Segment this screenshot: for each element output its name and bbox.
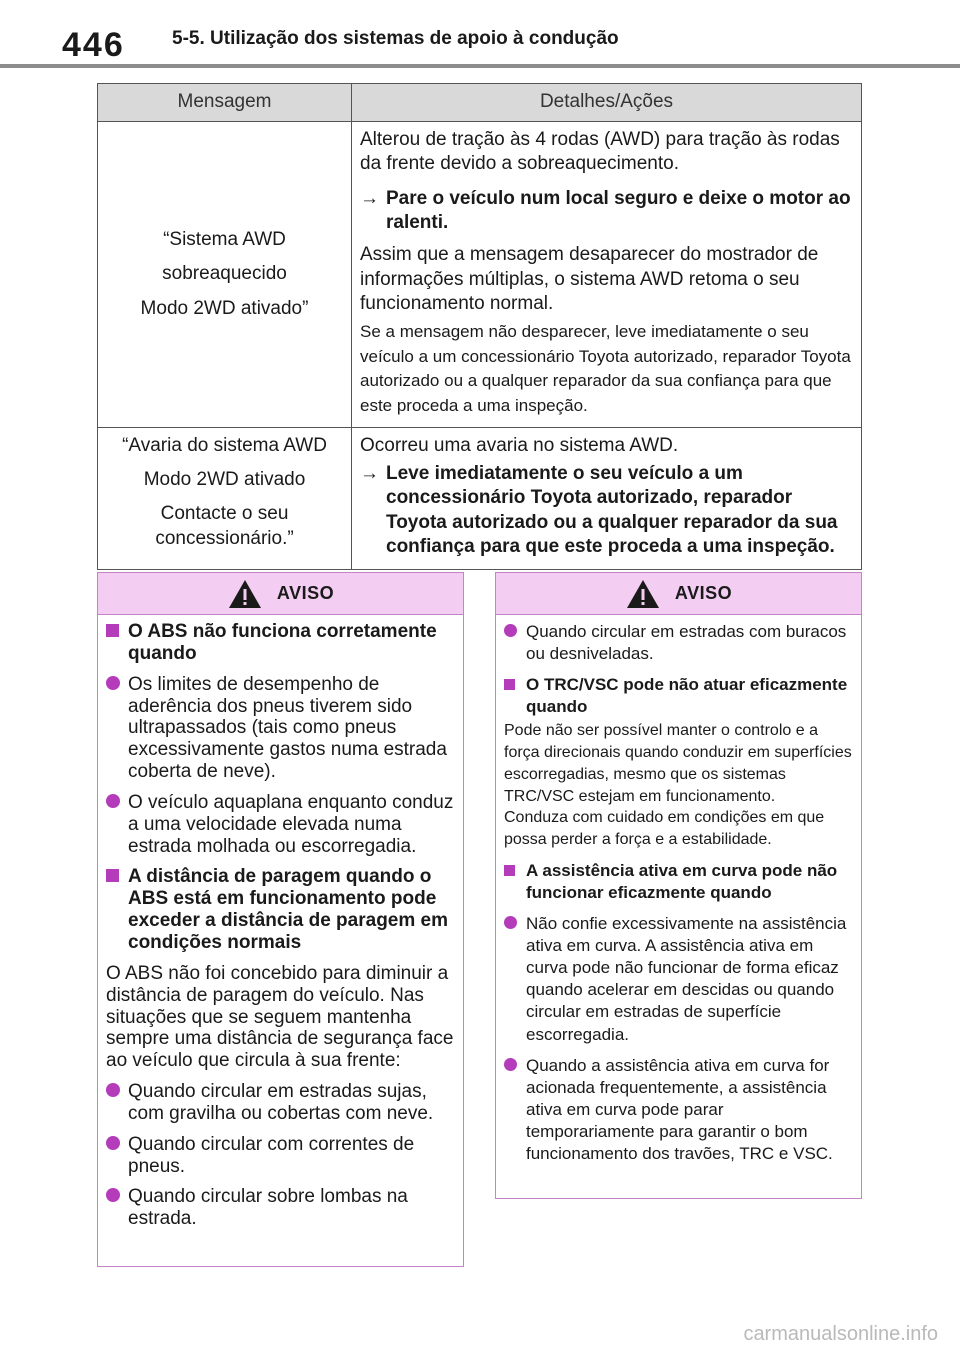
list-item-text: Os limites de desempenho de aderência dos pneus tiverem sido ultrapassados (tais como pneus excessivamente gastos numa estrada coberta de neve). (128, 673, 447, 783)
list-item (106, 674, 455, 783)
warning-paragraph: O ABS não foi concebido para diminuir a distância de paragem do veículo. Nas situações que se seguem mantenha sempre uma distância de segurança face ao veículo que circula à sua frente: (106, 962, 454, 1072)
details-cell (352, 427, 862, 570)
warning-title: AVISO (276, 583, 335, 603)
table-row (98, 122, 862, 428)
warning-heading (504, 860, 853, 904)
message-line: Modo 2WD ativado” (140, 297, 309, 319)
list-item-text: Não confie excessivamente na assistência ativa em curva. A assistência ativa em curva pode não funcionar de forma eficaz quando acelerar em descidas ou quando circular em estradas de superfície escorregadia. (526, 914, 847, 1044)
circle-bullet-icon (504, 624, 517, 637)
list-item (504, 621, 853, 665)
square-bullet-icon (504, 679, 515, 690)
warning-box-right (495, 572, 862, 1199)
details-text: Alterou de tração às 4 rodas (AWD) para tração às rodas da frente devido a sobreaquecimento. (360, 129, 840, 175)
list-item-text: Quando circular em estradas sujas, com gravilha ou cobertas com neve. (128, 1081, 434, 1124)
list-item-text: Quando circular com correntes de pneus. (128, 1133, 415, 1177)
circle-bullet-icon (106, 1083, 120, 1097)
details-followup: Assim que a mensagem desaparecer do mostrador de informações múltiplas, o sistema AWD retoma o seu funcionamento normal. (360, 244, 819, 314)
circle-bullet-icon (504, 1058, 517, 1071)
warning-paragraph: Conduza com cuidado em condições em que possa perder a força e a estabilidade. (504, 809, 825, 849)
list-item (106, 1134, 455, 1178)
list-item-text: Quando circular sobre lombas na estrada. (128, 1186, 408, 1230)
message-cell (98, 122, 352, 428)
list-item (106, 1081, 455, 1125)
circle-bullet-icon (106, 1136, 120, 1150)
list-item-text: O veículo aquaplana enquanto conduz a uma velocidade elevada numa estrada molhada ou escorregadia. (128, 791, 454, 857)
list-item-text: Quando circular em estradas com buracos ou desniveladas. (526, 622, 847, 664)
warning-heading (504, 674, 853, 718)
circle-bullet-icon (106, 794, 120, 808)
table-header-row (98, 84, 862, 122)
warning-paragraph: Pode não ser possível manter o controlo e a força direcionais quando conduzir em superfícies escorregadias, mesmo que os sistemas TRC/VSC estejam em funcionamento. (504, 722, 852, 805)
message-table (97, 83, 862, 570)
details-note: Se a mensagem não desparecer, leve imediatamente o seu veículo a um concessionário Toyota autorizado, reparador Toyota autorizado ou a qualquer reparador da sua confiança para que este proceda a uma inspeção. (360, 322, 851, 416)
header-rule (0, 64, 960, 68)
message-line: “Avaria do sistema AWD (122, 434, 327, 456)
warning-heading (106, 866, 455, 953)
heading-text: O ABS não funciona corretamente quando (128, 621, 437, 664)
section-title: 5-5. Utilização dos sistemas de apoio à condução (172, 28, 619, 49)
list-item (504, 913, 853, 1046)
warning-header (98, 573, 463, 615)
page-header (0, 0, 960, 70)
heading-text: A distância de paragem quando o ABS está em funcionamento pode exceder a distância de paragem em condições normais (128, 866, 448, 953)
column-header-message: Mensagem (98, 84, 352, 122)
square-bullet-icon (106, 624, 119, 637)
circle-bullet-icon (504, 916, 517, 929)
list-item (106, 792, 455, 858)
warning-triangle-icon (625, 578, 661, 610)
action-item (360, 462, 855, 559)
list-item-text: Quando a assistência ativa em curva for acionada frequentemente, a assistência ativa em curva pode parar temporariamente para garantir o bom funcionamento dos travões, TRC e VSC. (526, 1055, 833, 1163)
warning-triangle-icon (227, 578, 263, 610)
circle-bullet-icon (106, 676, 120, 690)
action-text: Leve imediatamente o seu veículo a um concessionário Toyota autorizado, reparador Toyota autorizado ou a qualquer reparador da sua confiança para que este proceda a uma inspeção. (386, 463, 838, 557)
details-cell (352, 122, 862, 428)
heading-text: A assistência ativa em curva pode não funcionar eficazmente quando (526, 860, 838, 902)
message-line: “Sistema AWD (163, 228, 286, 250)
details-text: Ocorreu uma avaria no sistema AWD. (360, 434, 679, 456)
arrow-icon: → (360, 463, 379, 485)
message-line: Contacte o seu concessionário.” (155, 503, 294, 549)
list-item (504, 1055, 853, 1165)
heading-text: O TRC/VSC pode não atuar eficazmente quando (526, 675, 848, 717)
action-item (360, 187, 855, 236)
warning-title: AVISO (674, 583, 733, 603)
message-line: sobreaquecido (162, 263, 287, 285)
table-row (98, 427, 862, 570)
circle-bullet-icon (106, 1188, 120, 1202)
list-item (106, 1186, 455, 1230)
page-number: 446 (62, 26, 125, 64)
square-bullet-icon (106, 869, 119, 882)
warning-body (98, 615, 463, 1245)
square-bullet-icon (504, 865, 515, 876)
column-header-details: Detalhes/Ações (352, 84, 862, 122)
warning-box-left (97, 572, 464, 1267)
arrow-icon: → (360, 187, 379, 209)
warning-header (496, 573, 861, 615)
warning-body (496, 615, 861, 1180)
warning-heading (106, 621, 455, 665)
action-text: Pare o veículo num local seguro e deixe o motor ao ralenti. (386, 187, 851, 233)
message-line: Modo 2WD ativado (143, 469, 306, 491)
message-cell (98, 427, 352, 570)
watermark: carmanualsonline.info (743, 1323, 938, 1345)
